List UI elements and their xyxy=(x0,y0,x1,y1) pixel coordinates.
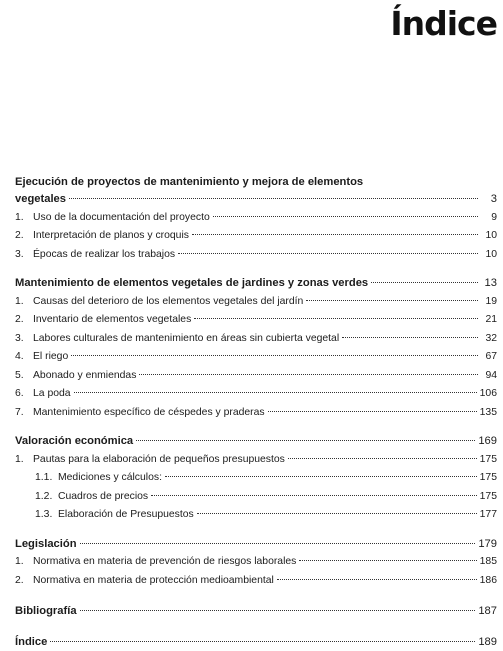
page-number: 175 xyxy=(480,469,497,488)
item-number: 2. xyxy=(15,572,33,591)
item-text: Labores culturales de mantenimiento en áreas sin cubierta vegetal xyxy=(33,330,339,349)
page-number: 177 xyxy=(480,506,497,525)
toc-section-title: Legislación xyxy=(15,535,77,554)
toc-subitem[interactable] xyxy=(15,469,497,488)
dot-leader xyxy=(342,336,478,338)
dot-leader xyxy=(139,373,478,375)
toc-item[interactable] xyxy=(15,311,497,330)
page-number: 10 xyxy=(481,227,497,246)
toc-section-6[interactable] xyxy=(15,633,497,651)
page-number: 19 xyxy=(481,293,497,312)
toc-section-title: Valoración económica xyxy=(15,432,133,451)
item-text: Inventario de elementos vegetales xyxy=(33,311,191,330)
toc-section-2[interactable] xyxy=(15,274,497,293)
item-text: Uso de la documentación del proyecto xyxy=(33,209,210,228)
page-number: 189 xyxy=(478,633,497,651)
page-number: 3 xyxy=(481,190,497,209)
item-number: 1.3. xyxy=(35,506,58,525)
item-number: 1. xyxy=(15,209,33,228)
page-number: 185 xyxy=(480,553,497,572)
page-number: 9 xyxy=(481,209,497,228)
toc-section-title: Mantenimiento de elementos vegetales de jardines y zonas verdes xyxy=(15,274,368,293)
toc-item[interactable] xyxy=(15,330,497,349)
toc-section-title: Índice xyxy=(15,633,47,651)
toc-item[interactable] xyxy=(15,385,497,404)
toc-section-3[interactable] xyxy=(15,432,497,451)
item-number: 1. xyxy=(15,293,33,312)
page-number: 169 xyxy=(478,432,497,451)
dot-leader xyxy=(178,252,478,254)
toc-section-title-line1: Ejecución de proyectos de mantenimiento y mejora de elementos xyxy=(15,174,497,190)
item-text: Causas del deterioro de los elementos vegetales del jardín xyxy=(33,293,303,312)
item-number: 3. xyxy=(15,246,33,265)
toc-subitem[interactable] xyxy=(15,506,497,525)
item-text: Pautas para la elaboración de pequeños presupuestos xyxy=(33,451,285,470)
table-of-contents xyxy=(15,174,497,651)
page-number: 10 xyxy=(481,246,497,265)
toc-item[interactable] xyxy=(15,367,497,386)
item-number: 1. xyxy=(15,451,33,470)
toc-item[interactable] xyxy=(15,246,497,265)
toc-item[interactable] xyxy=(15,451,497,470)
item-text: Épocas de realizar los trabajos xyxy=(33,246,175,265)
dot-leader xyxy=(80,609,476,611)
toc-item[interactable] xyxy=(15,209,497,228)
item-number: 2. xyxy=(15,227,33,246)
dot-leader xyxy=(165,475,477,477)
item-number: 1.2. xyxy=(35,488,58,507)
page-number: 187 xyxy=(478,602,497,621)
page-number: 32 xyxy=(481,330,497,349)
toc-item[interactable] xyxy=(15,404,497,423)
page-number: 179 xyxy=(478,535,497,554)
dot-leader xyxy=(194,317,478,319)
page-number: 175 xyxy=(480,451,497,470)
page-number: 21 xyxy=(481,311,497,330)
toc-item[interactable] xyxy=(15,227,497,246)
item-number: 1. xyxy=(15,553,33,572)
toc-section-4[interactable] xyxy=(15,535,497,554)
dot-leader xyxy=(197,512,477,514)
page-number: 175 xyxy=(480,488,497,507)
toc-item[interactable] xyxy=(15,572,497,591)
dot-leader xyxy=(74,391,477,393)
page-number: 106 xyxy=(480,385,497,404)
item-text: El riego xyxy=(33,348,68,367)
page-number: 67 xyxy=(481,348,497,367)
toc-section-title-line2: vegetales xyxy=(15,190,66,209)
item-text: La poda xyxy=(33,385,71,404)
dot-leader xyxy=(80,542,476,544)
dot-leader xyxy=(288,457,477,459)
page-number: 94 xyxy=(481,367,497,386)
toc-item[interactable] xyxy=(15,293,497,312)
dot-leader xyxy=(268,410,477,412)
item-text: Elaboración de Presupuestos xyxy=(58,506,194,525)
item-text: Interpretación de planos y croquis xyxy=(33,227,189,246)
item-number: 7. xyxy=(15,404,33,423)
item-text: Normativa en materia de prevención de riesgos laborales xyxy=(33,553,296,572)
page-title: Índice xyxy=(390,4,497,43)
dot-leader xyxy=(299,559,476,561)
item-number: 3. xyxy=(15,330,33,349)
toc-section-5[interactable] xyxy=(15,602,497,621)
dot-leader xyxy=(71,354,478,356)
dot-leader xyxy=(69,197,478,199)
item-number: 4. xyxy=(15,348,33,367)
dot-leader xyxy=(136,439,475,441)
dot-leader xyxy=(151,494,477,496)
toc-item[interactable] xyxy=(15,553,497,572)
toc-section-1[interactable] xyxy=(15,190,497,209)
toc-section-title: Bibliografía xyxy=(15,602,77,621)
item-number: 6. xyxy=(15,385,33,404)
dot-leader xyxy=(371,281,478,283)
item-text: Mantenimiento específico de céspedes y praderas xyxy=(33,404,265,423)
item-text: Cuadros de precios xyxy=(58,488,148,507)
page-number: 186 xyxy=(480,572,497,591)
item-text: Mediciones y cálculos: xyxy=(58,469,162,488)
dot-leader xyxy=(192,233,478,235)
item-number: 1.1. xyxy=(35,469,58,488)
page-number: 135 xyxy=(480,404,497,423)
item-text: Normativa en materia de protección medioambiental xyxy=(33,572,274,591)
item-number: 2. xyxy=(15,311,33,330)
dot-leader xyxy=(277,578,477,580)
dot-leader xyxy=(50,640,475,642)
page-number: 13 xyxy=(481,274,497,293)
dot-leader xyxy=(213,215,478,217)
item-text: Abonado y enmiendas xyxy=(33,367,136,386)
item-number: 5. xyxy=(15,367,33,386)
toc-item[interactable] xyxy=(15,348,497,367)
dot-leader xyxy=(306,299,478,301)
toc-subitem[interactable] xyxy=(15,488,497,507)
